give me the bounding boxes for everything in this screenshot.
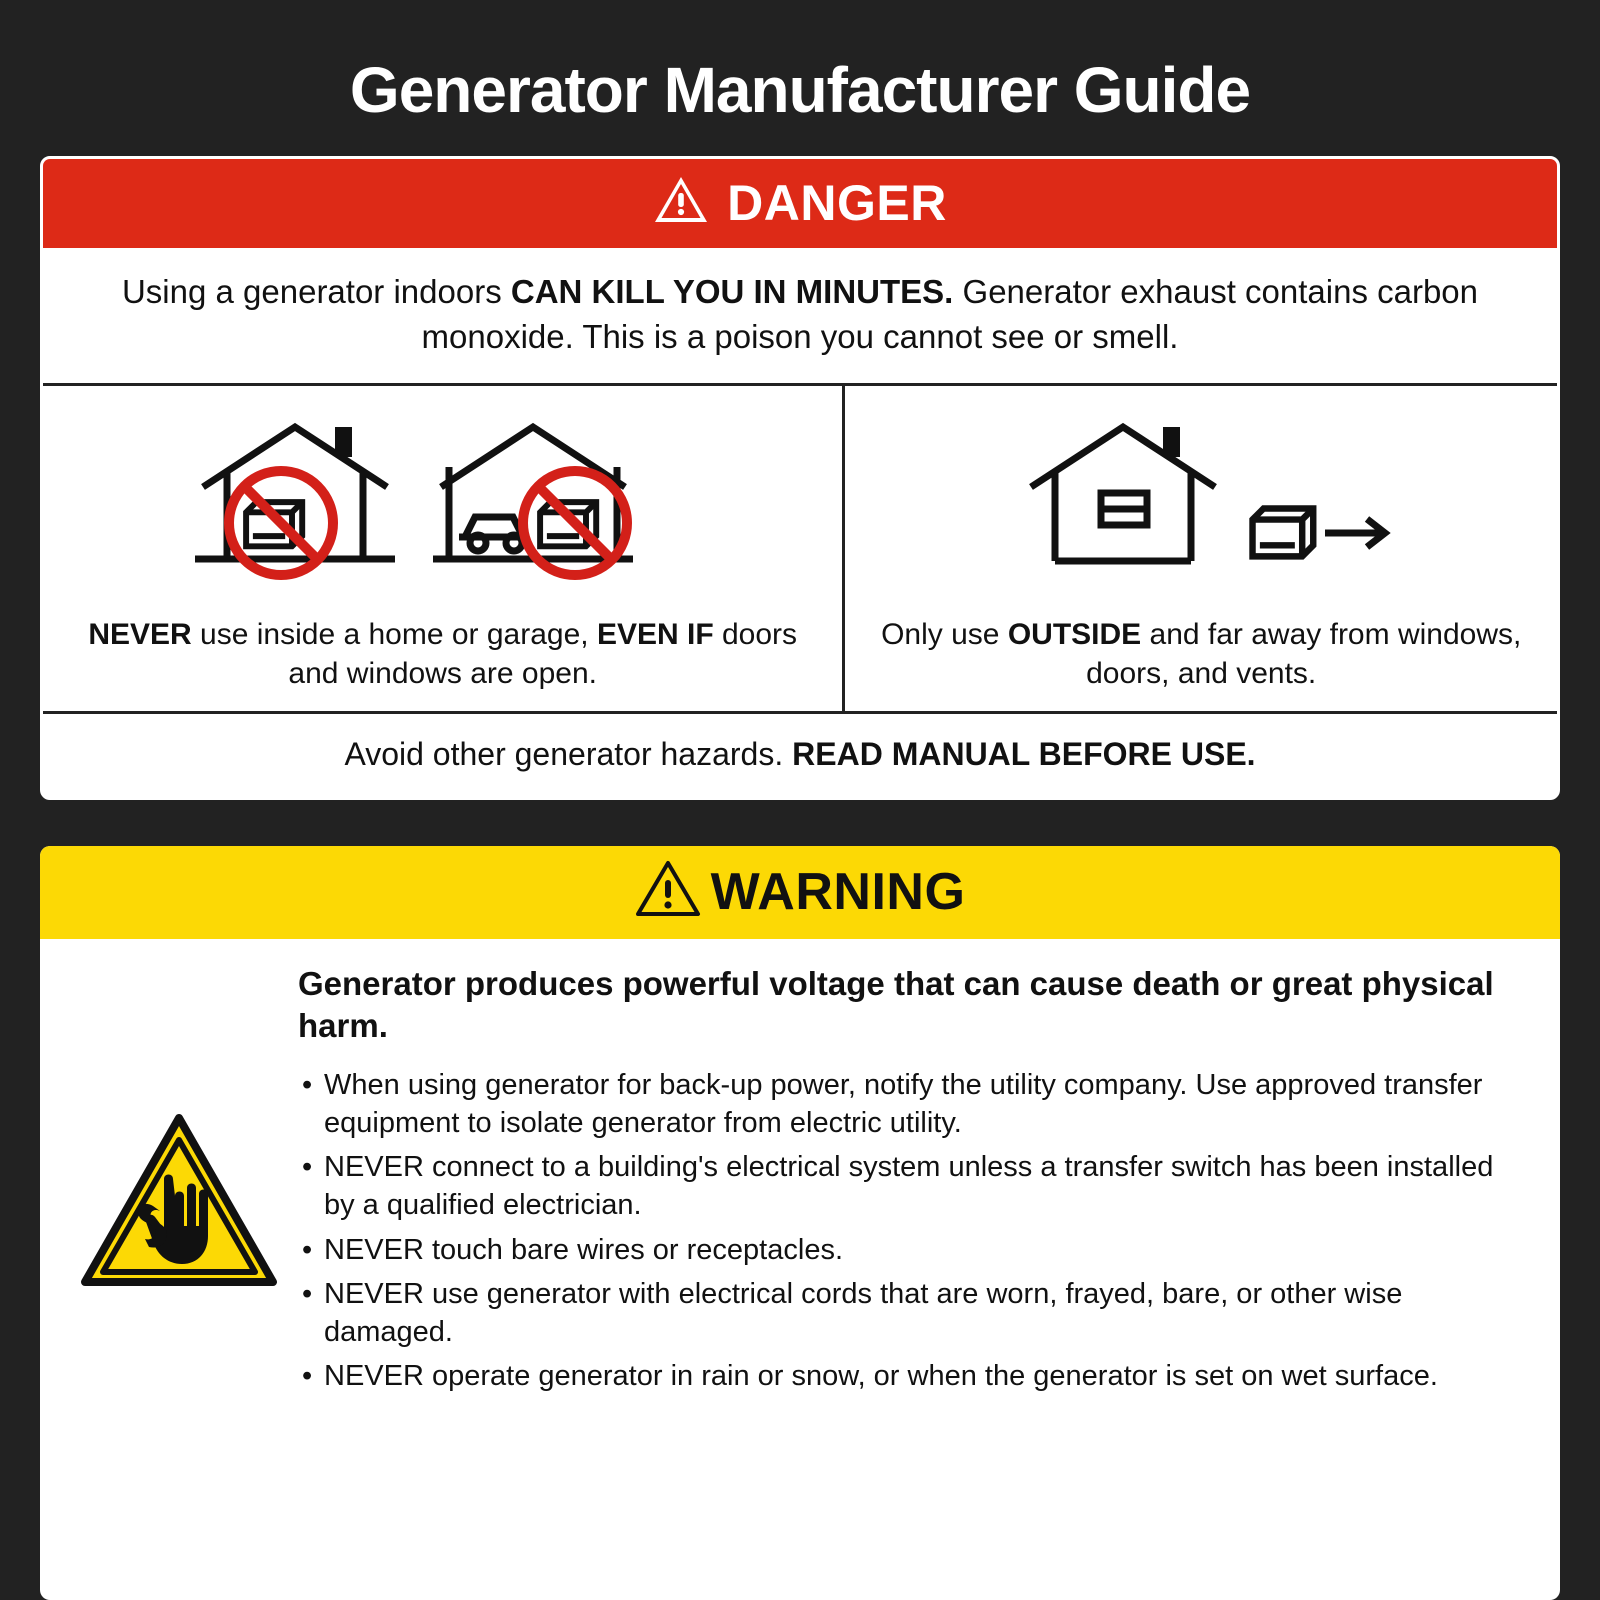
warning-text-cell: [294, 963, 1526, 1402]
danger-label: DANGER: [727, 174, 947, 231]
danger-column-use-outside: [845, 386, 1557, 711]
danger-lead-text: Using a generator indoors CAN KILL YOU IN MINUTES. Generator exhaust contains carbon monoxide. This is a poison you cannot see or smell.: [43, 248, 1557, 386]
warning-icon-cell: [74, 963, 284, 1402]
warning-panel: [40, 846, 1560, 1600]
no-generator-in-home-or-garage-icon: [183, 406, 703, 601]
list-item: • NEVER connect to a building's electrical system unless a transfer switch has been installed by a qualified electrician.: [298, 1148, 1526, 1225]
warning-label: WARNING: [710, 862, 966, 921]
list-item: • NEVER operate generator in rain or snow, or when the generator is set on wet surface.: [298, 1357, 1526, 1395]
electric-shock-hand-icon: [79, 1110, 279, 1295]
list-item: • NEVER touch bare wires or receptacles.: [298, 1231, 1526, 1269]
danger-panel: [40, 156, 1560, 800]
list-item: • NEVER use generator with electrical cords that are worn, frayed, bare, or other wise damaged.: [298, 1275, 1526, 1352]
warning-lead-text: Generator produces powerful voltage that can cause death or great physical harm.: [298, 965, 1494, 1045]
list-item: • When using generator for back-up power, notify the utility company. Use approved transfer equipment to isolate generator from electric utility.: [298, 1066, 1526, 1143]
danger-footer-text: Avoid other generator hazards. READ MANUAL BEFORE USE.: [344, 736, 1256, 773]
warning-triangle-icon: [635, 860, 701, 923]
warning-body: [40, 939, 1560, 1428]
warning-bullet-list: [298, 1066, 1526, 1396]
warning-header: [40, 846, 1560, 939]
danger-right-caption: Only use OUTSIDE and far away from windows, doors, and vents.: [881, 618, 1522, 691]
warning-triangle-icon: [653, 175, 709, 230]
danger-header: [43, 159, 1557, 248]
danger-column-never-indoors: [43, 386, 845, 711]
page-title: Generator Manufacturer Guide: [349, 54, 1251, 126]
danger-illustrations: [43, 386, 1557, 714]
danger-left-caption: NEVER use inside a home or garage, EVEN IF doors and windows are open.: [88, 618, 798, 691]
generator-outside-house-icon: [1001, 406, 1401, 601]
